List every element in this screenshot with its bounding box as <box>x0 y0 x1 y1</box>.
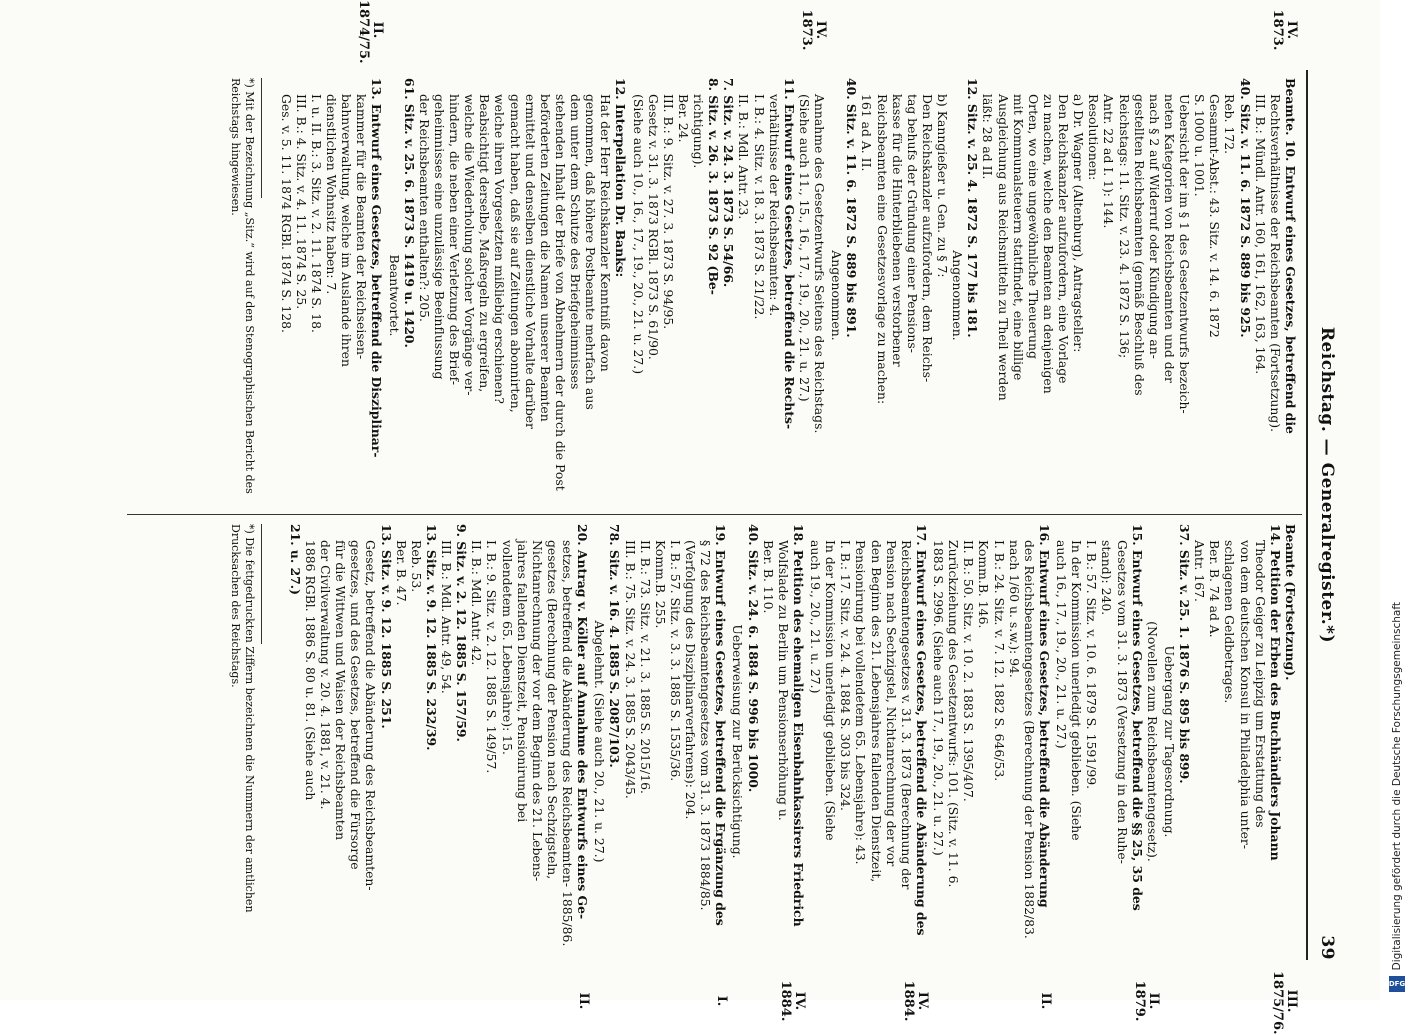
entry-line: Ueberweisung zur Berücksichtigung. <box>730 624 746 859</box>
session-margin-note: I. <box>714 995 730 1007</box>
entry-line: 161 ad A. II. <box>859 94 875 172</box>
scan-credit-strip <box>1386 0 1408 1000</box>
entry-line: Ber. B. 47. <box>393 540 409 606</box>
entry-line: mit Kommunalsteuern stattfindet, eine billige <box>1010 94 1026 381</box>
entry-line: III. B.: 9. Sitz. v. 27. 3. 1873 S. 94/95. <box>660 94 676 330</box>
entry-line: Hat der Herr Reichskanzler Kenntniß davon <box>598 94 614 372</box>
entry-line: 1886 RGBl. 1886 S. 80 u. 81. (Siehe auch <box>303 540 318 801</box>
session-margin-note: IV. 1884. <box>900 980 930 1022</box>
entry-line: II. B.: Mdl. Antr. 23. <box>736 94 752 220</box>
entry-line: Beabsichtigt derselbe, Maßregeln zu ergreifen, <box>477 94 493 393</box>
footnote-rule-right <box>261 524 262 644</box>
entry-line: Uebergang zur Tagesordnung. <box>1162 645 1177 838</box>
entry-line: 40. Sitz. v. 11. 6. 1872 S. 889 bis 891. <box>844 78 860 338</box>
entry-line: neten Kategorien von Reichsbeamten und der <box>1162 94 1177 383</box>
entry-line: kammer für die Beamten der Reichseisen- <box>354 94 370 360</box>
entry-line: 21. u. 27.) <box>287 524 303 595</box>
entry-line: I. B.: 57. Sitz. v. 10. 6. 1879 S. 1591/99. <box>1084 540 1100 790</box>
entry-line: Angenommen. <box>829 250 845 341</box>
entry-line: Pensionirung bei vollendetem 65. Lebensjahre): 43. <box>853 540 869 865</box>
register-entry <box>630 9 829 513</box>
entry-line: Gesetz, betreffend die Abänderung des Reichsbeamten- <box>363 540 379 891</box>
entry-line: tag behufs der Gründung einer Pensions- <box>904 94 920 353</box>
entry-line: Ausgleichung aus Reichsmitteln zu Theil werden <box>995 94 1011 401</box>
entry-line: Beamte (Fortsetzung). <box>1283 524 1298 681</box>
entry-line: Komm.B. 146. <box>976 540 992 629</box>
entry-line: gestellten Reichsbeamten (gemäß Beschluß des <box>1131 94 1147 396</box>
entry-line: I. B.: 4. Sitz. v. 18. 3. 1873 S. 21/22. <box>751 94 767 320</box>
entry-line: Rechtsverhältnisse der Reichsbeamten (Fortsetzung). <box>1267 94 1283 433</box>
session-margin-note: III. 1875/76. <box>1269 971 1299 1035</box>
right-column <box>286 524 1299 1035</box>
entry-line: Reb. 53. <box>408 540 424 593</box>
entry-line: Zurückziehung des Gesetzentwurfs: 101. (Sitz. v. 11. 6. <box>946 540 962 888</box>
entry-line: 1883 S. 2996. (Siehe auch 17., 19., 20., 21. u. 27.) <box>931 540 947 856</box>
entry-line: Ges. v. 5. 11. 1874 RGBl. 1874 S. 128. <box>278 94 294 333</box>
entry-line: 11. Entwurf eines Gesetzes, betreffend die Rechts- <box>781 78 797 430</box>
entry-line: gesetzes, und des Gesetzes, betreffend die Fürsorge <box>348 540 364 870</box>
entry-line: 7. Sitz. v. 24. 3. 1873 S. 54/66. <box>721 78 737 288</box>
entry-line: Wolfslade zu Berlin um Pensionserhöhung u. <box>775 540 791 821</box>
entry-line: § 72 des Reichsbeamtengesetzes vom 31. 3. 1873 1884/85. <box>698 540 714 911</box>
entry-line: 40. Sitz. v. 24. 6. 1884 S. 996 bis 1000. <box>745 524 761 793</box>
entry-line: Den Reichskanzler aufzufordern, dem Reichs- <box>920 94 935 383</box>
entry-line: von dem deutschen Konsul in Philadelphia unter- <box>1237 540 1253 850</box>
entry-line: I. B.: 17. Sitz. v. 24. 4. 1884 S. 303 bis 324. <box>838 540 854 811</box>
entry-line: Nichtanrechnung der vor dem Beginn des 21. Lebens- <box>529 540 545 882</box>
dfg-logo-icon: DFG <box>1389 976 1405 992</box>
entry-line: ermittelt und denselben dienstliche Vorhalte darüber <box>522 94 538 429</box>
entry-line: Ber. 24. <box>676 94 691 143</box>
entry-line: welche ihren Vorgesetzten mißliebig erschienen? <box>492 94 508 404</box>
entry-line: Resolutionen: <box>1086 94 1102 181</box>
session-margin-note: II. 1874/75. <box>356 0 386 64</box>
entry-line: auch 19., 20., 21. u. 27.) <box>808 540 824 694</box>
entry-line: 8. Sitz. v. 26. 3. 1873 S. 92 (Be- <box>706 78 722 295</box>
entry-line: Uebersicht der im § 1 des Gesetzentwurfs bezeich- <box>1177 94 1193 414</box>
entry-line: I. B.: 24. Sitz. v. 7. 12. 1882 S. 646/53. <box>991 540 1007 782</box>
session-margin-note: II. 1879. <box>1131 980 1161 1022</box>
entry-line: 12. Sitz. v. 25. 4. 1872 S. 177 bis 181. <box>965 78 981 338</box>
entry-line: setzes, betreffend die Abänderung des Reichsbeamten- 1885/86. <box>560 540 576 947</box>
entry-line: nach 1/60 u. s.w.): 94. <box>1006 540 1022 678</box>
page-header <box>1312 70 1342 960</box>
entry-line: Reichsbeamten eine Gesetzesvorlage zu machen: <box>874 94 890 405</box>
session-margin-note: IV. 1873. <box>1269 9 1299 51</box>
entry-line: (Siehe auch 11., 15., 16., 17., 19., 20., 21. u. 27.) <box>797 94 812 402</box>
entry-line: schlagenen Geldbetrages. <box>1222 540 1238 704</box>
entry-line: I. B.: 57. Sitz. v. 3. 3. 1885 S. 1535/36. <box>668 540 683 782</box>
entry-line: gemacht haben, daß sie auf Zeitungen abonnirten, <box>507 94 523 413</box>
entry-line: gesetzes (Berechnung der Pension nach Sechzigsteln, <box>545 540 560 880</box>
entry-line: Ber. B. 110. <box>760 540 776 614</box>
entry-line: auch 16., 17., 19., 20., 21. u. 27.) <box>1054 540 1070 749</box>
entry-line: hindern, die neben einer Verletzung des Brief- <box>447 94 463 386</box>
session-margin-note: II. <box>576 992 592 1010</box>
footnote-right: *) Die fettgedruckten Ziffern bezeichnen die Nummern der amtlichen Drucksachen des Reichstags. <box>229 524 256 913</box>
entry-line: I. B.: 9. Sitz. v. 2. 12. 1885 S. 149/57. <box>484 540 500 774</box>
register-entry <box>1162 524 1299 1035</box>
entry-line: Reichstags: 11. Sitz. v. 23. 4. 1872 S. 136; <box>1116 94 1132 359</box>
entry-line: richtigung). <box>691 94 707 169</box>
entry-line: Pension nach Sechzigstel, Nichtanrechnung der vor <box>883 540 899 867</box>
entry-line: Orten, wo eine ungewöhnliche Theuerung <box>1025 94 1041 359</box>
register-entry <box>829 9 1299 513</box>
entry-line: Gesetz v. 31. 3. 1873 RGBl. 1873 S. 61/90. <box>645 94 661 360</box>
entry-line: vollendetem 65. Lebensjahre): 15. <box>499 540 515 755</box>
entry-line: Angenommen. <box>950 250 966 341</box>
entry-line: 15. Entwurf eines Gesetzes, betreffend die §§ 25, 35 des <box>1129 524 1145 911</box>
session-margin-note: IV. 1873. <box>798 9 829 51</box>
register-entry <box>387 78 629 513</box>
entry-line: 9. Sitz. v. 2. 12. 1885 S. 157/59. <box>454 524 470 742</box>
entry-line: Theodor Geiger zu Leipzig um Erstattung des <box>1252 540 1268 828</box>
session-margin-note: IV. 1884. <box>777 980 807 1022</box>
entry-line: Gesammt-Abst.: 43. Sitz. v. 14. 6. 1872 <box>1207 94 1223 338</box>
entry-line: 18. Petition des ehemaligen Eisenbahnkassirers Friedrich <box>791 524 806 927</box>
entry-line: geheimnisses eine unzulässige Beeinflussung <box>432 94 447 380</box>
entry-line: I. u. II. B.: 3. Sitz. v. 2. 11. 1874 S. 18. <box>309 94 324 333</box>
entry-line: (Verfolgung des Disziplinarverfahrens): 204. <box>683 540 699 820</box>
register-entry <box>287 524 592 1010</box>
entry-line: II. B.: 50. Sitz. v. 10. 2. 1883 S. 1395/407. <box>961 540 977 802</box>
entry-line: der Reichsbeamten enthalten?: 205. <box>416 94 432 322</box>
entry-line: 13. Sitz. v. 9. 12. 1885 S. 251. <box>378 524 394 729</box>
header-title: Reichstag. — Generalregister.*) <box>1317 326 1337 644</box>
entry-line: 19. Entwurf eines Gesetzes, betreffend die Ergänzung des <box>713 524 729 926</box>
entry-line: 37. Sitz. v. 25. 1. 1876 S. 895 bis 899. <box>1177 524 1193 784</box>
entry-line: 20. Antrag v. Köller auf Annahme des Entwurfs eines Ge- <box>575 524 591 920</box>
register-entry <box>278 0 386 513</box>
entry-line: a) Dr. Wagner (Altenburg), Antragsteller: <box>1071 94 1087 353</box>
entry-line: Antr. 22 ad I. 1): 144. <box>1101 94 1117 229</box>
entry-line: beförderten Zeitungen die Namen unserer Beamten <box>537 94 553 422</box>
register-entry <box>808 524 930 1022</box>
entry-line: Reichsbeamtengesetzes v. 31. 3. 1873 (Berechnung der <box>898 540 914 890</box>
entry-line: 17. Entwurf eines Gesetzes, betreffend die Abänderung des <box>914 524 929 936</box>
entry-line: 40. Sitz. v. 11. 6. 1872 S. 889 bis 925. <box>1237 78 1253 338</box>
entry-line: Komm.B. 255. <box>652 540 668 629</box>
entry-line: (Siehe auch 10., 16., 17., 19., 20., 21. u. 27.) <box>630 94 646 375</box>
entry-line: III. B.: Mdl. Antr. 49, 54. <box>439 540 455 694</box>
register-entry <box>730 524 807 1022</box>
entry-line: dienstlichen Wohnsitz haben: 7. <box>324 94 340 295</box>
entry-line: genommen, daß höhere Postbeamte mehrfach aus <box>583 94 599 410</box>
left-column <box>277 0 1299 513</box>
entry-line: Beamte. 10. Entwurf eines Gesetzes, betreffend die <box>1283 78 1298 434</box>
entry-line: jahres fallenden Dienstzeit, Pensionirung bei <box>514 540 530 823</box>
entry-line: b) Kanngießer u. Gen. zu § 7: <box>935 94 951 278</box>
entry-line: bahnverwaltung, welche im Auslande ihren <box>339 94 355 367</box>
scan-credit-text: Digitalisierung gefördert durch die Deutsche Forschungsgemeinschaft <box>1391 601 1403 970</box>
entry-line: Abgelehnt. (Siehe auch 20., 21. u. 27.) <box>592 620 608 863</box>
entry-line: läßt: 28 ad II. <box>980 94 996 180</box>
footnote-rule-left <box>261 78 262 198</box>
entry-line: stand): 240. <box>1099 540 1115 616</box>
entry-line: 16. Entwurf eines Gesetzes, betreffend die Abänderung <box>1037 524 1052 908</box>
entry-line: Antr. 167. <box>1192 540 1208 602</box>
entry-line: 78. Sitz. v. 16. 4. 1885 S. 2087/103. <box>607 524 623 768</box>
footnote-left: *) Mit der Bezeichnung „Sitz.“ wird auf den Stenographischen Bericht des Reichstags hingewiesen. <box>229 78 256 494</box>
entry-line: nach § 2 auf Widerruf oder Kündigung an- <box>1146 94 1162 359</box>
entry-line: verhältnisse der Reichsbeamten: 4. <box>766 94 782 317</box>
entry-line: 13. Sitz. v. 9. 12. 1885 S. 232/39. <box>424 524 439 751</box>
entry-line: In der Kommission unerledigt geblieben. (Siehe <box>1069 540 1085 841</box>
entry-line: Den Reichskanzler aufzufordern, eine Vorlage <box>1056 94 1072 384</box>
register-entry <box>592 524 730 1007</box>
entry-line: Gesetzes vom 31. 3. 1873 (Versetzung in den Ruhe- <box>1114 540 1130 864</box>
entry-line: Reb. 172. <box>1222 94 1238 155</box>
entry-line: Ber. B. 74 ad A. <box>1207 540 1223 638</box>
entry-line: (Novellen zum Reichsbeamtengesetz). <box>1144 621 1160 862</box>
entry-line: S. 1000 u. 1001. <box>1192 94 1208 197</box>
entry-line: welche die Wiederholung solcher Vorgänge ver- <box>462 94 478 396</box>
entry-line: Beantwortet. <box>386 254 402 337</box>
entry-line: III. B.: Mündl. Antr. 160, 161, 162, 163, 164. <box>1252 94 1268 375</box>
entry-line: zu machen, welche den Beamten an denjenigen <box>1041 94 1056 394</box>
column-separator <box>127 514 1302 515</box>
entry-line: II. B.: Mdl. Antr. 42. <box>469 540 485 666</box>
session-margin-note: II. <box>1038 992 1053 1010</box>
entry-line: 61. Sitz. v. 25. 6. 1873 S. 1419 u. 1420. <box>401 78 417 348</box>
entry-line: II. B.: 73. Sitz. v. 21. 3. 1885 S. 2015/16. <box>637 540 653 794</box>
entry-line: dem unter dem Schutze des Briefgeheimnisses <box>568 94 584 390</box>
entry-line: den Beginn des 21. Lebensjahres fallenden Dienstzeit, <box>868 540 884 883</box>
register-entry <box>1054 524 1161 1022</box>
entry-line: Annahme des Gesetzentwurfs Seitens des Reichstags. <box>812 94 828 434</box>
entry-line: kasse für die Hinterbliebenen verstorbener <box>889 94 905 367</box>
header-rule <box>1306 70 1308 960</box>
entry-line: 13. Entwurf eines Gesetzes, betreffend die Disziplinar- <box>369 78 385 458</box>
entry-line: 12. Interpellation Dr. Banks: <box>613 78 629 278</box>
entry-line: der Civilverwaltung v. 20. 4. 1881, v. 21. 4. <box>318 540 334 810</box>
entry-line: des Reichsbeamtengesetzes (Berechnung der Pension 1882/83. <box>1021 540 1037 939</box>
register-entry <box>931 524 1053 1010</box>
entry-line: für die Wittwen und Waisen der Reichsbeamten <box>333 540 349 841</box>
entry-line: III. B.: 75. Sitz. v. 24. 3. 1885 S. 2043/45. <box>622 540 638 799</box>
entry-line: stehenden Inhalt der Briefe von Abnehmern der durch die Post <box>553 94 568 491</box>
entry-line: 14. Petition der Erben des Buchhändlers Johann <box>1267 524 1283 861</box>
page-number: 39 <box>1317 935 1337 960</box>
entry-line: III. B.: 4. Sitz. v. 4. 11. 1874 S. 25. <box>293 94 309 310</box>
entry-line: In der Kommission unerledigt geblieben. (Siehe <box>823 540 839 841</box>
